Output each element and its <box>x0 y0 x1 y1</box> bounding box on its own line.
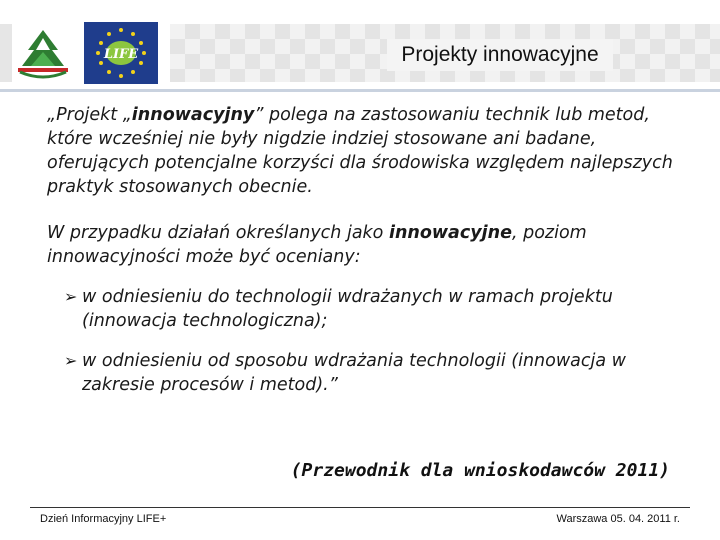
page-title: Projekty innowacyjne <box>387 39 612 71</box>
list-item <box>64 349 697 397</box>
main-content <box>47 103 697 413</box>
ministry-tree-logo <box>12 24 74 82</box>
header-pattern-left <box>0 24 12 82</box>
source-citation: (Przewodnik dla wnioskodawców 2011) <box>290 460 670 481</box>
footer-event-name: Dzień Informacyjny LIFE+ <box>40 513 167 525</box>
footer-divider <box>30 507 690 508</box>
definition-paragraph <box>47 103 697 199</box>
bullet-list <box>47 285 697 397</box>
para1-text-end: ” polega na zastosowaniu technik lub metod, które wcześniej nie były nigdzie indziej stosowane ani badane, oferujących potencjalne korzyści dla środowiska względem najlepszych praktyk stosowanych obecnie. <box>47 105 673 197</box>
list-item <box>64 285 697 333</box>
arrow-bullet-icon: ➢ <box>64 351 78 370</box>
bullet-text: w odniesieniu do technologii wdrażanych w ramach projektu (innowacja technologiczna); <box>82 287 613 331</box>
para1-emphasis: innowacyjny <box>131 105 255 125</box>
footer-date: Warszawa 05. 04. 2011 r. <box>556 513 680 525</box>
eu-life-logo <box>84 22 158 84</box>
title-box <box>300 32 700 78</box>
header-divider <box>0 89 720 92</box>
para2-text-start: W przypadku działań określanych jako <box>47 223 389 243</box>
bullet-text: w odniesieniu od sposobu wdrażania technologii (innowacja w zakresie procesów i metod).” <box>82 351 626 395</box>
para2-emphasis: innowacyjne <box>388 223 512 243</box>
para1-text-start: „Projekt „ <box>47 105 132 125</box>
arrow-bullet-icon: ➢ <box>64 287 78 306</box>
para2-text-end: , poziom innowacyjności może być oceniany: <box>47 223 587 267</box>
evaluation-paragraph <box>47 221 697 269</box>
life-logo-text: LIFE <box>103 47 139 62</box>
